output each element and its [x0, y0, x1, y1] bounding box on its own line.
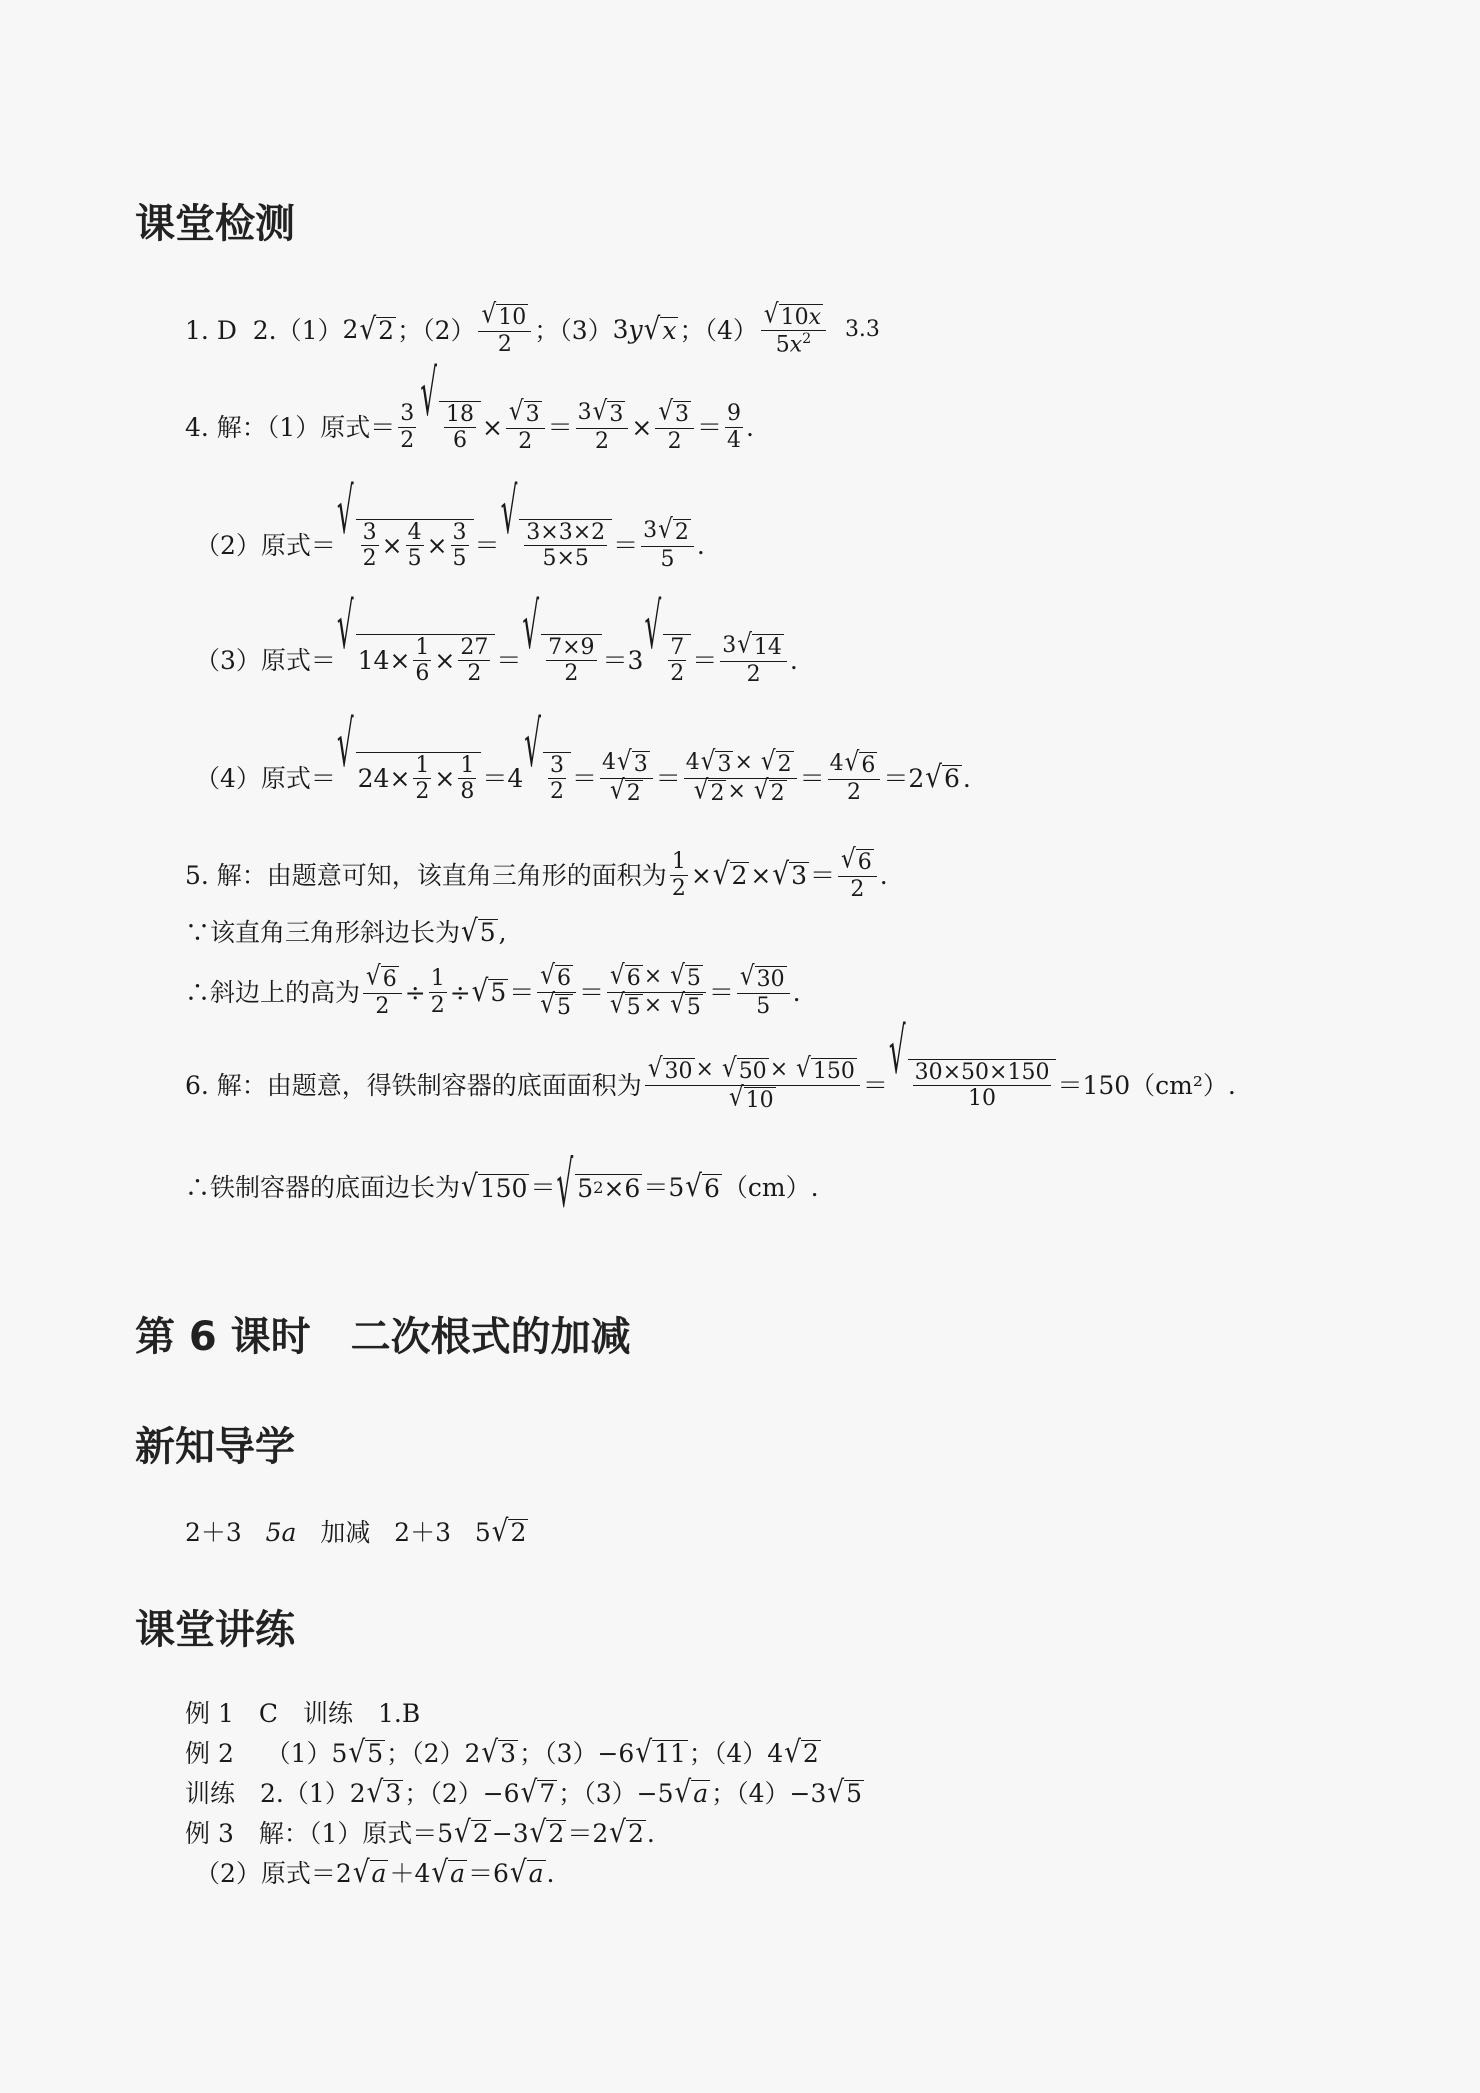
q5-line1-text: 5. 解：由题意可知，该直角三角形的面积为 — [185, 860, 667, 890]
jianglian-ex3-label: 例 3 解：（1）原式＝ — [185, 1818, 438, 1848]
q5-line2-text: ∵该直角三角形斜边长为 — [185, 917, 461, 947]
q5-line1: 5. 解：由题意可知，该直角三角形的面积为 1 2 × √ 2 × √ 3 ＝ √ 6 2 . — [185, 844, 888, 902]
xinzhi-answers: 2＋3 5a 加减 2＋3 5 √ 2 — [185, 1514, 527, 1550]
q2-2-fraction: √ 10 2 — [478, 303, 531, 357]
answer-line-1-2-3 — [185, 298, 880, 362]
jianglian-train2: 训练 2. （1）2 √ 3 ；（2）−6 √ 7 ；（3）−5 √ a ；（4）−3 √ 5 — [185, 1775, 863, 1811]
q6-line2-text: ∴铁制容器的底面边长为 — [185, 1173, 461, 1202]
q4-part3-label: （3）原式＝ — [195, 645, 336, 675]
jianglian-ex1-text: 例 1 C 训练 1.B — [185, 1698, 421, 1728]
q6-unit2: （cm）. — [722, 1173, 819, 1202]
q6-line1: 6. 解：由题意，得铁制容器的底面面积为 √ 30 × √ 50 × √ 150 √ 10 ＝ √ 30×50×150 10 ＝150（cm²）. — [185, 1017, 1236, 1113]
section-heading-xinzhi-daoxue: 新知导学 — [135, 1424, 295, 1470]
q3-answer: 3.3 — [844, 317, 880, 342]
q5-line3-text: ∴斜边上的高为 — [185, 977, 361, 1007]
xinzhi-t3: 加减 — [320, 1517, 371, 1547]
q5-line2: ∵该直角三角形斜边长为 √ 5 , — [185, 914, 507, 950]
q6-unit1: ＝150（cm²）. — [1057, 1070, 1236, 1100]
q4-part3: （3）原式＝ √ 14× 1 6 × 27 2 ＝ √ 7×9 2 ＝3 √ 7 2 ＝ 3 √ 14 2 . — [195, 592, 798, 687]
q2-part1-label: （1） — [276, 315, 343, 345]
q4-part1: 4. 解：（1）原式＝ 3 2 √ 18 6 × √ 3 2 ＝ 3 √ 3 2 × √ 3 2 ＝ 9 4 . — [185, 359, 754, 454]
q4-part2-label: （2）原式＝ — [195, 530, 336, 560]
q4-label: 4. 解：（1）原式＝ — [185, 412, 396, 442]
xinzhi-t5: 5 — [474, 1517, 491, 1547]
q4-part2: （2）原式＝ √ 3 2 × 4 5 × 3 5 ＝ √ 3×3×2 5×5 ＝ 3 √ 2 5 . — [195, 477, 705, 572]
jianglian-ex3-part2: （2）原式＝ 2 √ a ＋4 √ a ＝6 √ a . — [195, 1855, 555, 1891]
q4-part4: （4）原式＝ √ 24× 1 2 × 1 8 ＝4 √ 3 2 ＝ 4 √ 3 √ 2 ＝ 4 √ 3 × √ 2 √ 2 × √ 2 ＝ 4 √ 6 2 ＝2 √ 6 . — [195, 710, 971, 806]
q2-part2-label: ；（2） — [397, 315, 476, 345]
xinzhi-t4: 2＋3 — [394, 1517, 451, 1547]
q6-line1-text: 6. 解：由题意，得铁制容器的底面面积为 — [185, 1070, 642, 1100]
q2-1-math: 2 √ 2 — [342, 312, 395, 348]
q2-4-fraction: √ 10 x $5x^2$ — [761, 303, 826, 358]
q5-line3: ∴斜边上的高为 √ 6 2 ÷ 1 2 ÷ √ 5 ＝ √ 6 √ 5 ＝ √ 6 × √ 5 √ 5 × √ 5 ＝ √ 30 5 . — [185, 960, 801, 1020]
xinzhi-t1: 2＋3 — [185, 1517, 242, 1547]
q2-part4-label: ；（4） — [679, 315, 758, 345]
jianglian-ex1 — [185, 1695, 420, 1731]
q2-3-math: 3y √ x — [612, 312, 677, 348]
q1-answer: D — [216, 315, 237, 345]
q2-part3-label: ；（3） — [534, 315, 613, 345]
jianglian-train2-label: 训练 2. — [185, 1778, 284, 1808]
xinzhi-t2: 5a — [265, 1517, 297, 1547]
q1-num: 1. — [185, 315, 209, 345]
q6-line2: ∴铁制容器的底面边长为 √ 150 ＝ √ 5 2 ×6 ＝5 √ 6 （cm）. — [185, 1151, 819, 1224]
section-heading-ketang-jiance: 课堂检测 — [135, 201, 295, 247]
q2-num: 2. — [252, 315, 277, 345]
q4-part4-label: （4）原式＝ — [195, 763, 336, 793]
jianglian-ex3: 例 3 解：（1）原式＝ 5 √ 2 −3 √ 2 ＝2 √ 2 . — [185, 1815, 655, 1851]
jianglian-ex2: 例 2 （1）5 √ 5 ；（2）2 √ 3 ；（3）−6 √ 11 ；（4）4 √ 2 — [185, 1735, 819, 1771]
lesson-title: 第 6 课时 二次根式的加减 — [135, 1314, 631, 1360]
jianglian-ex2-label: 例 2 — [185, 1738, 234, 1768]
jianglian-ex3-part2-label: （2）原式＝ — [195, 1858, 336, 1888]
section-heading-ketang-jianglian: 课堂讲练 — [135, 1607, 295, 1653]
